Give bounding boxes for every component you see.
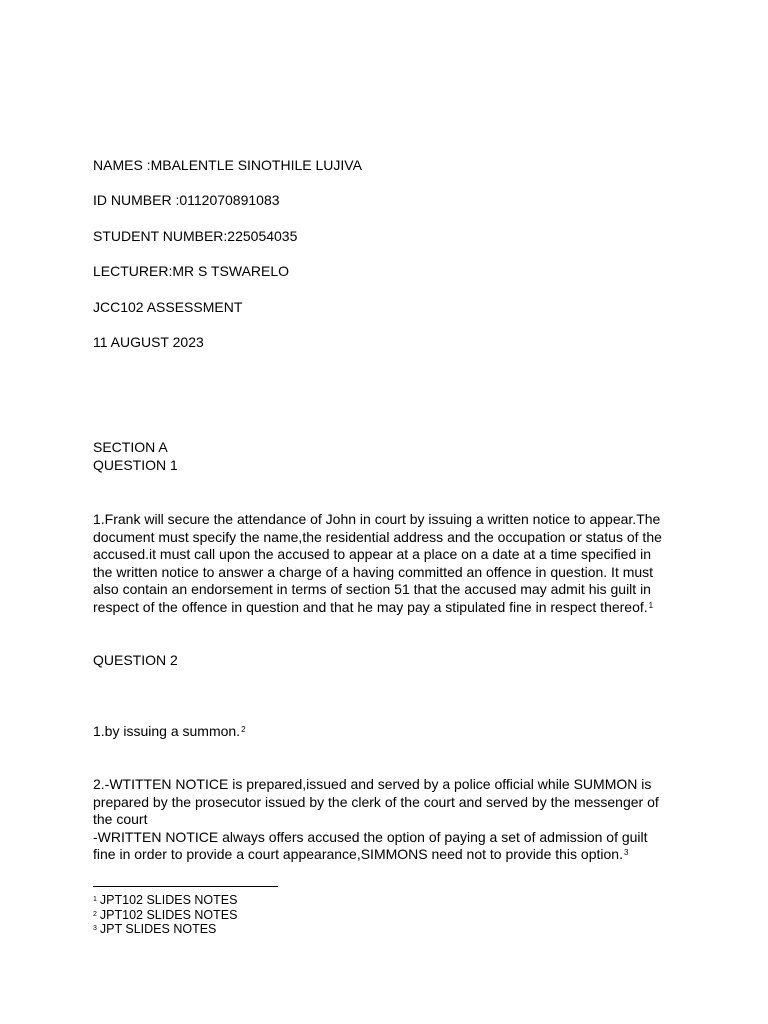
answer-line-last	[93, 599, 683, 617]
student-number: STUDENT NUMBER:225054035	[93, 228, 298, 244]
answer-line: prepared by the prosecutor issued by the clerk of the court and served by the messenger of	[93, 793, 659, 810]
answer-line: document must specify the name,the residential address and the occupation or status of the	[93, 528, 662, 545]
assessment-title: JCC102 ASSESSMENT	[93, 299, 243, 315]
footnote-2	[93, 908, 237, 923]
footnote-ref-2[interactable]: 2	[241, 725, 246, 734]
answer-line-text: respect of the offence in question and that he may pay a stipulated fine in respect thereof.	[93, 598, 648, 615]
question-2-answer-2	[93, 776, 683, 864]
question-2-answer-1	[93, 723, 246, 741]
question-1-answer	[93, 511, 683, 617]
answer-line-last	[93, 846, 683, 864]
footnote-number: 3	[93, 925, 97, 933]
footnote-1	[93, 893, 237, 908]
document-date: 11 AUGUST 2023	[93, 334, 204, 350]
answer-line: the written notice to answer a charge of a having committed an offence in question. It must	[93, 563, 654, 580]
answer-text: 1.by issuing a summon.	[93, 723, 241, 739]
answer-line: accused.it must call upon the accused to appear at a place on a date at a time specified in	[93, 546, 652, 563]
answer-line: 2.-WTITTEN NOTICE is prepared,issued and served by a police official while SUMMON is	[93, 776, 652, 792]
answer-line: the court	[93, 811, 148, 828]
footnote-text: JPT102 SLIDES NOTES	[99, 893, 238, 907]
footnote-ref-3[interactable]: 3	[623, 848, 629, 858]
footnote-number: 1	[93, 896, 97, 903]
answer-line: also contain an endorsement in terms of section 51 that the accused may admit his guilt in	[93, 581, 651, 598]
footnote-text: JPT SLIDES NOTES	[99, 922, 217, 937]
footnote-number: 2	[93, 910, 97, 918]
answer-line: 1.Frank will secure the attendance of John in court by issuing a written notice to appear.The	[93, 511, 661, 527]
answer-line-text: fine in order to provide a court appearance,SIMMONS need not to provide this option.	[93, 846, 623, 863]
section-heading: SECTION A	[93, 439, 168, 455]
id-number: ID NUMBER :0112070891083	[93, 192, 280, 208]
footnotes	[93, 893, 237, 937]
lecturer: LECTURER:MR S TSWARELO	[93, 263, 290, 279]
footnote-3	[93, 922, 237, 937]
student-names: NAMES :MBALENTLE SINOTHILE LUJIVA	[93, 157, 362, 173]
footnote-text: JPT102 SLIDES NOTES	[99, 907, 238, 922]
footnote-ref-1[interactable]: 1	[648, 600, 654, 610]
question-1-heading: QUESTION 1	[93, 457, 178, 473]
answer-line: -WRITTEN NOTICE always offers accused the option of paying a set of admission of guilt	[93, 828, 648, 845]
footnote-separator	[93, 886, 278, 887]
question-2-heading: QUESTION 2	[93, 652, 178, 668]
